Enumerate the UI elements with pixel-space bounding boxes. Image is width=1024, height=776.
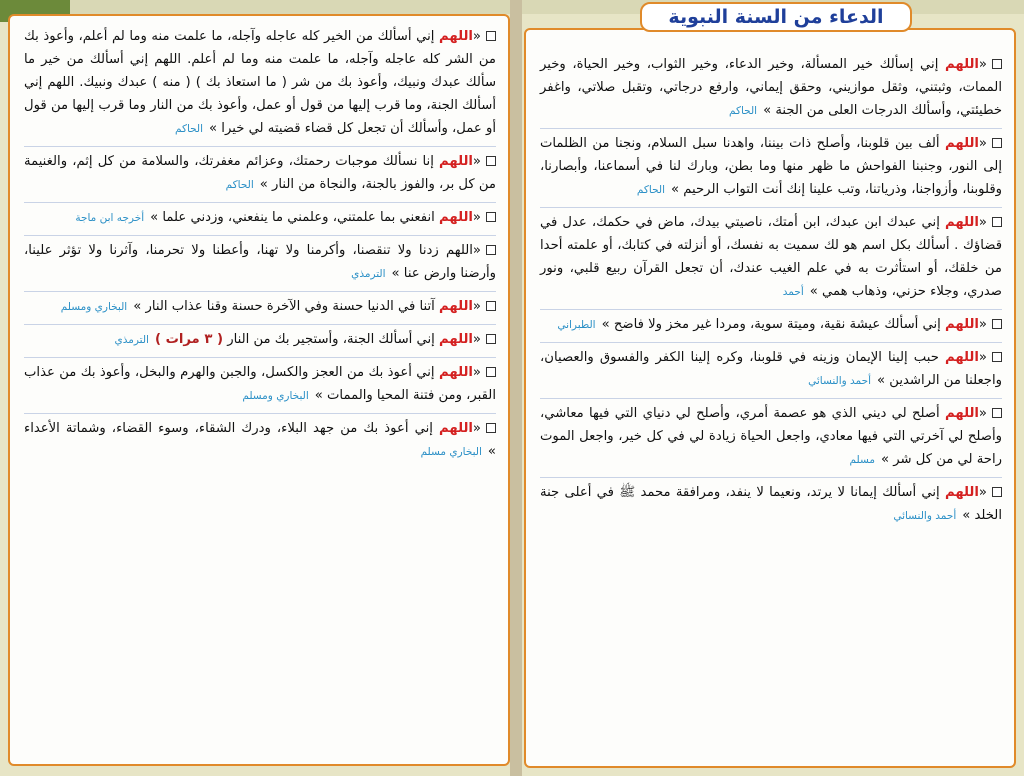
left-page (8, 14, 510, 766)
dua-item (24, 22, 496, 147)
dua-item (540, 208, 1002, 310)
dua-keyword: اللهم (945, 57, 979, 72)
open-quote: « (978, 485, 987, 500)
checkbox-bullet-icon (992, 319, 1002, 329)
checkbox-bullet-icon (486, 31, 496, 41)
left-dua-list (24, 22, 496, 469)
hadith-source: الحاكم (174, 123, 204, 135)
dua-keyword: اللهم (945, 317, 979, 332)
dua-text: إني عبدك ابن عبدك، ابن أمتك، ناصيتي بيدك، ماض في حكمك، عدل في قضاؤك . أسألك بكل اسم هو لك سميت به نفسك، أو أنزلته في كتابك، أو علمته أحدا من خلقك، أو استأثرت به في علم الغيب عندك، أن تجعل القرآن ربيع قلبي، ونور صدري، وجلاء حزني، وذهاب همي » (540, 215, 1002, 299)
checkbox-bullet-icon (486, 212, 496, 222)
dua-item (540, 343, 1002, 399)
open-quote: « (472, 365, 481, 380)
dua-keyword: اللهم (945, 350, 979, 365)
dua-text: آتنا في الدنيا حسنة وفي الآخرة حسنة وقنا عذاب النار » (133, 299, 435, 314)
hadith-source: الطبراني (557, 319, 596, 331)
checkbox-bullet-icon (992, 487, 1002, 497)
open-quote: « (978, 215, 987, 230)
dua-keyword: اللهم (439, 332, 473, 347)
right-page (524, 28, 1016, 768)
hadith-source: البخاري مسلم (420, 446, 482, 458)
open-quote: « (472, 210, 481, 225)
checkbox-bullet-icon (992, 352, 1002, 362)
checkbox-bullet-icon (992, 408, 1002, 418)
dua-item (24, 292, 496, 325)
dua-text: إني إسألك خير المسألة، وخير الدعاء، وخير الثواب، وخير الحياة، وخير الممات، وثبتني، وثقل موازيني، وحقق إيماني، وارفع درجاتي، وتقبل صلاتي، واغفر خطيئتي، وأسألك الدرجات العلى من الجنة » (540, 57, 1002, 118)
hadith-source: الحاكم (636, 184, 666, 196)
open-quote: « (472, 243, 481, 258)
dua-text: إنا نسألك موجبات رحمتك، وعزائم مغفرتك، والسلامة من كل إثم، والغنيمة من كل بر، والفوز بالجنة، والنجاة من النار » (24, 154, 496, 192)
open-quote: « (472, 332, 481, 347)
dua-text: انفعني بما علمتني، وعلمني ما ينفعني، وزدني علما » (150, 210, 435, 225)
page-title: الدعاء من السنة النبوية (668, 6, 884, 28)
open-quote: « (978, 406, 987, 421)
checkbox-bullet-icon (486, 334, 496, 344)
checkbox-bullet-icon (486, 156, 496, 166)
dua-text: إني أسألك من الخير كله عاجله وآجله، ما علمت منه وما لم أعلم، وأعوذ بك من الشر كله عاجله وآجله، ما علمت منه وما لم أعلم. اللهم إني أسألك من خير ما سألك عبدك ونبيك، وأعوذ بك من شر ( ما استعاذ بك ) ( منه ) عبدك ونبيك. اللهم إني أسألك الجنة، وما قرب إليها من قول أو عمل، وأعوذ بك من النار وما قرب إليها من قول أو عمل، وأسألك أن تجعل كل قضاء قضيته لي خيرا » (24, 29, 496, 136)
page-title-banner (640, 2, 912, 32)
dua-keyword: اللهم (439, 421, 473, 436)
hadith-source: الترمذي (351, 268, 386, 280)
dua-keyword: اللهم (945, 215, 979, 230)
dua-keyword: اللهم (439, 365, 473, 380)
checkbox-bullet-icon (486, 367, 496, 377)
hadith-source: أحمد (782, 286, 804, 298)
dua-keyword: اللهم (945, 406, 979, 421)
dua-item (24, 236, 496, 292)
hadith-source: البخاري ومسلم (60, 301, 128, 313)
right-dua-list (540, 36, 1002, 533)
hadith-source: البخاري ومسلم (242, 390, 309, 402)
checkbox-bullet-icon (992, 59, 1002, 69)
hadith-source: أخرجه ابن ماجة (75, 212, 145, 224)
hadith-source: أحمد والنسائي (893, 510, 957, 522)
open-quote: « (472, 29, 481, 44)
dua-text: إني أسألك الجنة، وأستجير بك من النار (227, 332, 435, 347)
hadith-source: الحاكم (728, 105, 758, 117)
open-quote: « (978, 57, 987, 72)
open-quote: « (978, 136, 987, 151)
hadith-source: أحمد والنسائي (808, 375, 872, 387)
open-quote: « (978, 350, 987, 365)
dua-text: إني أعوذ بك من جهد البلاء، ودرك الشقاء، وسوء القضاء، وشماتة الأعداء » (24, 421, 496, 459)
dua-item (24, 203, 496, 236)
dua-keyword: اللهم (439, 299, 473, 314)
dua-item (24, 147, 496, 203)
dua-text: إني أعوذ بك من العجز والكسل، والجبن والهرم والبخل، وأعوذ بك من عذاب القبر، ومن فتنة المحيا والممات » (24, 365, 496, 403)
dua-keyword: اللهم (439, 154, 473, 169)
checkbox-bullet-icon (486, 245, 496, 255)
checkbox-bullet-icon (486, 301, 496, 311)
repeat-count: ( ٣ مرات ) (154, 332, 223, 347)
dua-item (540, 129, 1002, 208)
dua-item (540, 50, 1002, 129)
dua-item (24, 414, 496, 469)
dua-item (540, 478, 1002, 533)
dua-text: اللهم زدنا ولا تنقصنا، وأكرمنا ولا تهنا، وأعطنا ولا تحرمنا، وآثرنا ولا تؤثر علينا، وأرضنا وارض عنا » (24, 243, 496, 281)
dua-keyword: اللهم (439, 29, 473, 44)
checkbox-bullet-icon (486, 423, 496, 433)
open-quote: « (472, 299, 481, 314)
dua-item (540, 399, 1002, 478)
hadith-source: مسلم (849, 454, 875, 466)
open-quote: « (472, 154, 481, 169)
dua-item (24, 358, 496, 414)
open-quote: « (978, 317, 987, 332)
dua-text: ألف بين قلوبنا، وأصلح ذات بيننا، واهدنا سبل السلام، ونجنا من الظلمات إلى النور، وجنبنا الفواحش ما ظهر منها وما بطن، وبارك لنا في أسماعنا، وأبصارنا، وقلوبنا، وأزواجنا، وذرياتنا، وتب علينا إنك أنت التواب الرحيم » (540, 136, 1002, 197)
open-quote: « (472, 421, 481, 436)
hadith-source: الترمذي (114, 334, 149, 346)
dua-item (540, 310, 1002, 343)
dua-text: إني أسألك عيشة نقية، وميتة سوية، ومردا غير مخز ولا فاضح » (601, 317, 941, 332)
dua-item (24, 325, 496, 358)
hadith-source: الحاكم (225, 179, 254, 191)
dua-text: أصلح لي ديني الذي هو عصمة أمري، وأصلح لي دنياي التي فيها معاشي، وأصلح لي آخرتي التي فيها معادي، واجعل الحياة زيادة لي في كل خير، واجعل الموت راحة لي من كل شر » (540, 406, 1002, 467)
checkbox-bullet-icon (992, 138, 1002, 148)
dua-keyword: اللهم (439, 210, 473, 225)
dua-text: حبب إلينا الإيمان وزينه في قلوبنا، وكره إلينا الكفر والفسوق والعصيان، واجعلنا من الراشدين » (540, 350, 1002, 388)
checkbox-bullet-icon (992, 217, 1002, 227)
book-spine (510, 0, 522, 776)
dua-keyword: اللهم (945, 136, 979, 151)
dua-keyword: اللهم (945, 485, 979, 500)
dua-text: إني أسألك إيمانا لا يرتد، ونعيما لا ينفد، ومرافقة محمد ﷺ في أعلى جنة الخلد » (540, 485, 1002, 523)
